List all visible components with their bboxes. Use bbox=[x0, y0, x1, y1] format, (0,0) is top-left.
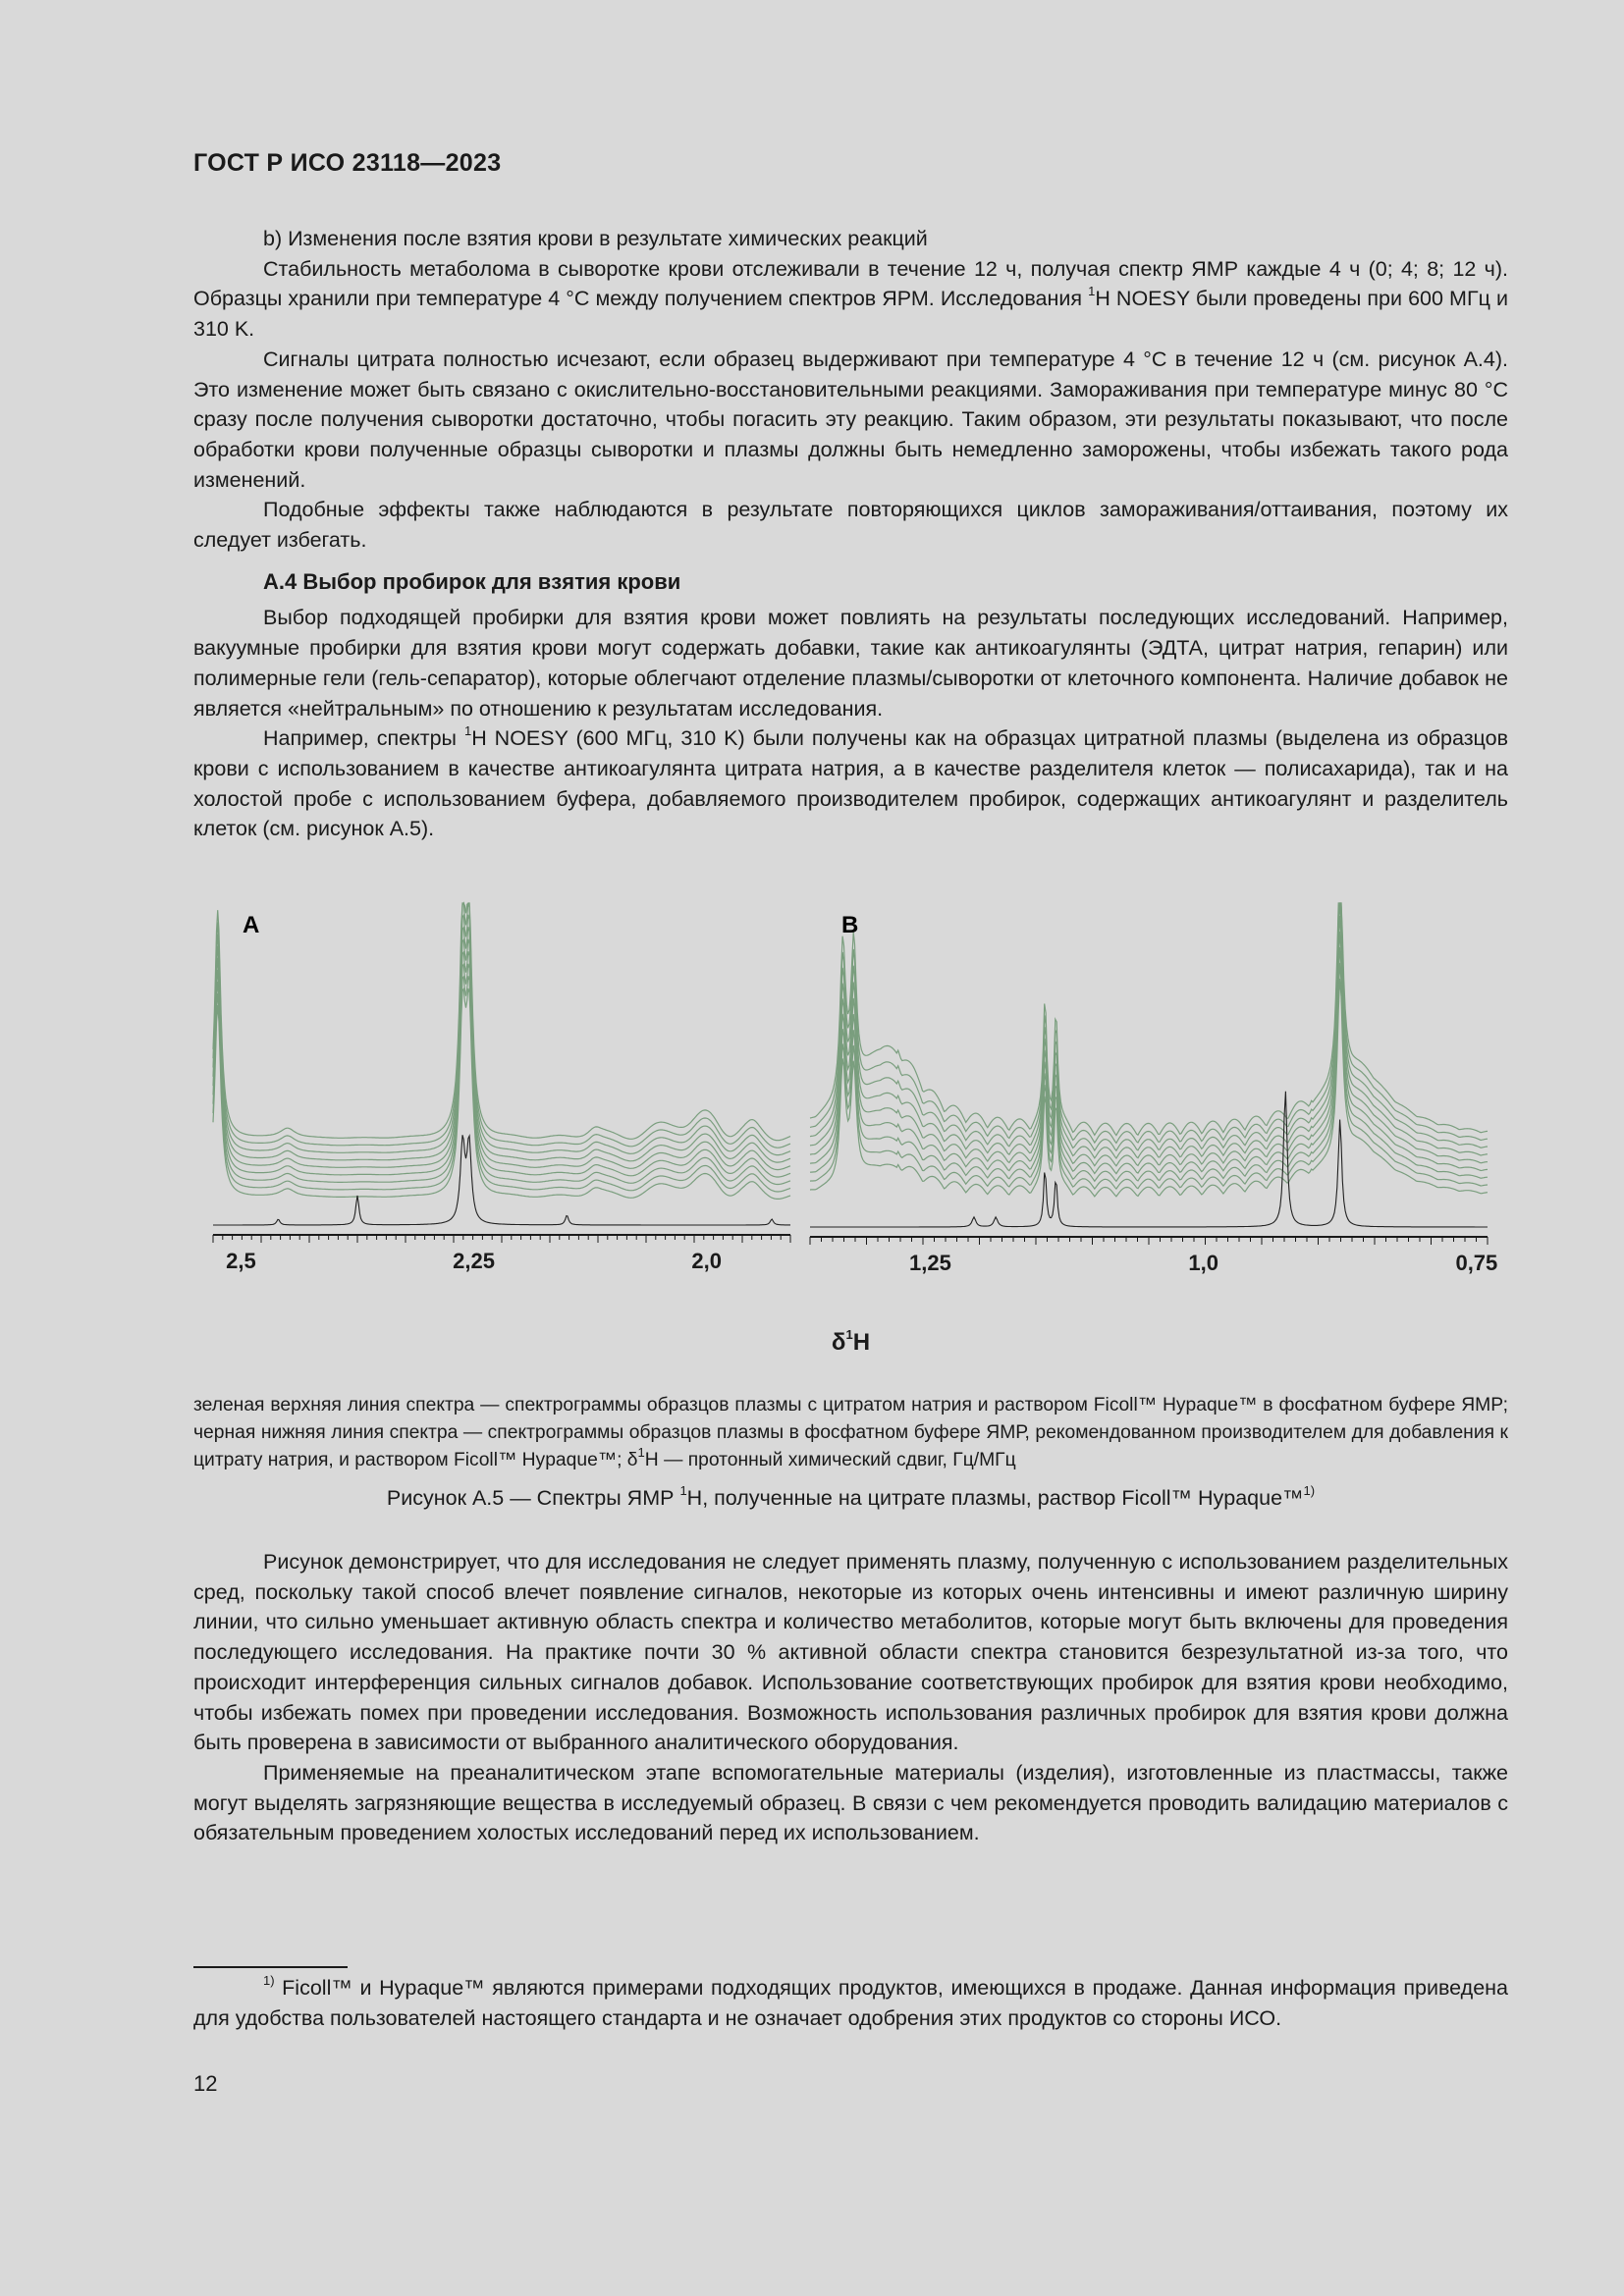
x-tick-label: 2,5 bbox=[226, 1249, 256, 1273]
section-text-top bbox=[193, 224, 1508, 844]
section-heading-a4: А.4 Выбор пробирок для взятия крови bbox=[263, 568, 681, 594]
green-spectrum-line bbox=[213, 939, 790, 1170]
panel-a-label: A bbox=[243, 912, 260, 938]
green-spectrum-line bbox=[213, 903, 790, 1148]
paragraph-b-heading: b) Изменения после взятия крови в результате химических реакций bbox=[263, 227, 928, 250]
figure-caption: Рисунок А.5 — Спектры ЯМР $^1$H, полученные на цитрате плазмы, раствор Ficoll™ Hypaque™$^{1)}$ bbox=[386, 1482, 1316, 1510]
x-tick-label: 1,0 bbox=[1188, 1251, 1218, 1275]
green-spectrum-line bbox=[213, 951, 790, 1177]
nmr-spectra-figure bbox=[193, 883, 1508, 1306]
footnote-separator bbox=[193, 1966, 348, 1968]
paragraph-plastic-materials: Применяемые на преаналитическом этапе вспомогательные материалы (изделия), изготовленные из пластмассы, также могут выделять загрязняющие вещества в исследуемый образец. В связи с чем рекомендуется проводить валидацию материалов с обязательным проведением холостых исследований перед их использованием. bbox=[193, 1760, 1508, 1845]
paragraph-stability: Стабильность метаболома в сыворотке крови отслеживали в течение 12 ч, получая спектр ЯМР каждые 4 ч (0; 4; 8; 12 ч). Образцы хранили при температуре 4 °С между получением спектров ЯРМ. Исследования $^1$H NOESY были проведены при 600 МГц и 310 K. bbox=[193, 256, 1508, 342]
x-tick-label: 1,25 bbox=[909, 1251, 951, 1275]
footnote: $^{1)}$ Ficoll™ и Hypaque™ являются примерами подходящих продуктов, имеющихся в продаже. Данная информация приведена для удобства пользователей настоящего стандарта и не означает одобрения этих продуктов со стороны ИСО. bbox=[193, 1972, 1508, 2030]
document-header: ГОСТ Р ИСО 23118—2023 bbox=[193, 149, 502, 177]
panel-a-x-axis bbox=[213, 1235, 790, 1273]
paragraph-figure-discussion: Рисунок демонстрирует, что для исследования не следует применять плазму, полученную с использованием разделительных сред, поскольку такой способ влечет появление сигналов, некоторые из которых очень интенсивны и имеют различную ширину линии, что сильно уменьшает активную область спектра и количество метаболитов, которые могут быть включены для проведения последующего исследования. На практике почти 30 % активной области спектра становится безрезультатной из-за того, что происходит интерференция сильных сигналов добавок. Использование соответствующих пробирок для взятия крови необходимо, чтобы избежать помех при проведении исследования. Возможность использования различных пробирок для взятия крови должна быть проверена в зависимости от выбранного аналитического оборудования. bbox=[193, 1550, 1508, 1755]
paragraph-citrate: Сигналы цитрата полностью исчезают, если образец выдерживают при температуре 4 °С в течение 12 ч (см. рисунок А.4). Это изменение может быть связано с окислительно-восстановительными реакциями. Замораживания при температуре минус 80 °С сразу после получения сыворотки достаточно, чтобы погасить эту реакцию. Таким образом, эти результаты показывают, что после обработки крови полученные образцы сыворотки и плазмы должны быть немедленно заморожены, чтобы избежать такого рода изменений. bbox=[193, 347, 1508, 492]
panel-b-x-axis bbox=[810, 1237, 1497, 1275]
green-spectrum-line bbox=[213, 964, 790, 1185]
x-tick-label: 0,75 bbox=[1455, 1251, 1498, 1275]
green-spectrum-line bbox=[213, 915, 790, 1155]
green-spectrum-line bbox=[213, 927, 790, 1162]
x-tick-label: 2,25 bbox=[453, 1249, 495, 1273]
green-spectrum-line bbox=[810, 903, 1488, 1136]
paragraph-tube-choice: Выбор подходящей пробирки для взятия крови может повлиять на результаты последующих исследований. Например, вакуумные пробирки для взятия крови могут содержать добавки, такие как антикоагулянты (ЭДТА, цитрат натрия, гепарин) или полимерные гели (гель-сепаратор), которые облегчают отделение плазмы/сыворотки от клеточного компонента. Наличие добавок не является «нейтральным» по отношению к результатам исследования. bbox=[193, 606, 1508, 721]
panel-b-label: B bbox=[841, 912, 859, 938]
green-spectrum-line bbox=[810, 903, 1488, 1150]
green-spectrum-line bbox=[810, 916, 1488, 1166]
green-spectrum-line bbox=[810, 903, 1488, 1158]
green-spectrum-line bbox=[810, 932, 1488, 1174]
green-spectrum-line bbox=[213, 988, 790, 1200]
figure-note: зеленая верхняя линия спектра — спектрограммы образцов плазмы с цитратом натрия и раствором Ficoll™ Hypaque™ в фосфатном буфере ЯМР; черная нижняя линия спектра — спектрограммы образцов плазмы в фосфатном буфере ЯМР, рекомендованном производителем для добавления к цитрату натрия, и раствором Ficoll™ Hypaque™; $\delta^1H$ — протонный химический сдвиг, Гц/МГц bbox=[193, 1395, 1508, 1470]
paragraph-noesy-example: Например, спектры $^1$H NOESY (600 МГц, 310 K) были получены как на образцах цитратной плазмы (выделена из образцов крови с использованием в качестве антикоагулянта цитрата натрия, а в качестве разделителя клеток — полисахарида), так и на холостой пробе с использованием буфера, добавляемого производителем пробирок, содержащих антикоагулянт и разделитель клеток (см. рисунок А.5). bbox=[193, 723, 1509, 841]
panel-a-chart bbox=[213, 903, 790, 1225]
page-number: 12 bbox=[193, 2071, 218, 2096]
black-spectrum-line bbox=[810, 1092, 1488, 1227]
x-tick-label: 2,0 bbox=[691, 1249, 722, 1273]
green-spectrum-line bbox=[810, 903, 1488, 1143]
green-spectrum-line bbox=[213, 976, 790, 1192]
paragraph-freeze-thaw: Подобные эффекты также наблюдаются в результате повторяющихся циклов замораживания/оттаивания, поэтому их следует избегать. bbox=[193, 498, 1508, 553]
x-axis-title: $\delta^1H$ bbox=[831, 1327, 871, 1356]
section-text-bottom bbox=[193, 1547, 1508, 1848]
green-spectrum-line bbox=[213, 903, 790, 1141]
panel-b-chart bbox=[810, 903, 1488, 1227]
